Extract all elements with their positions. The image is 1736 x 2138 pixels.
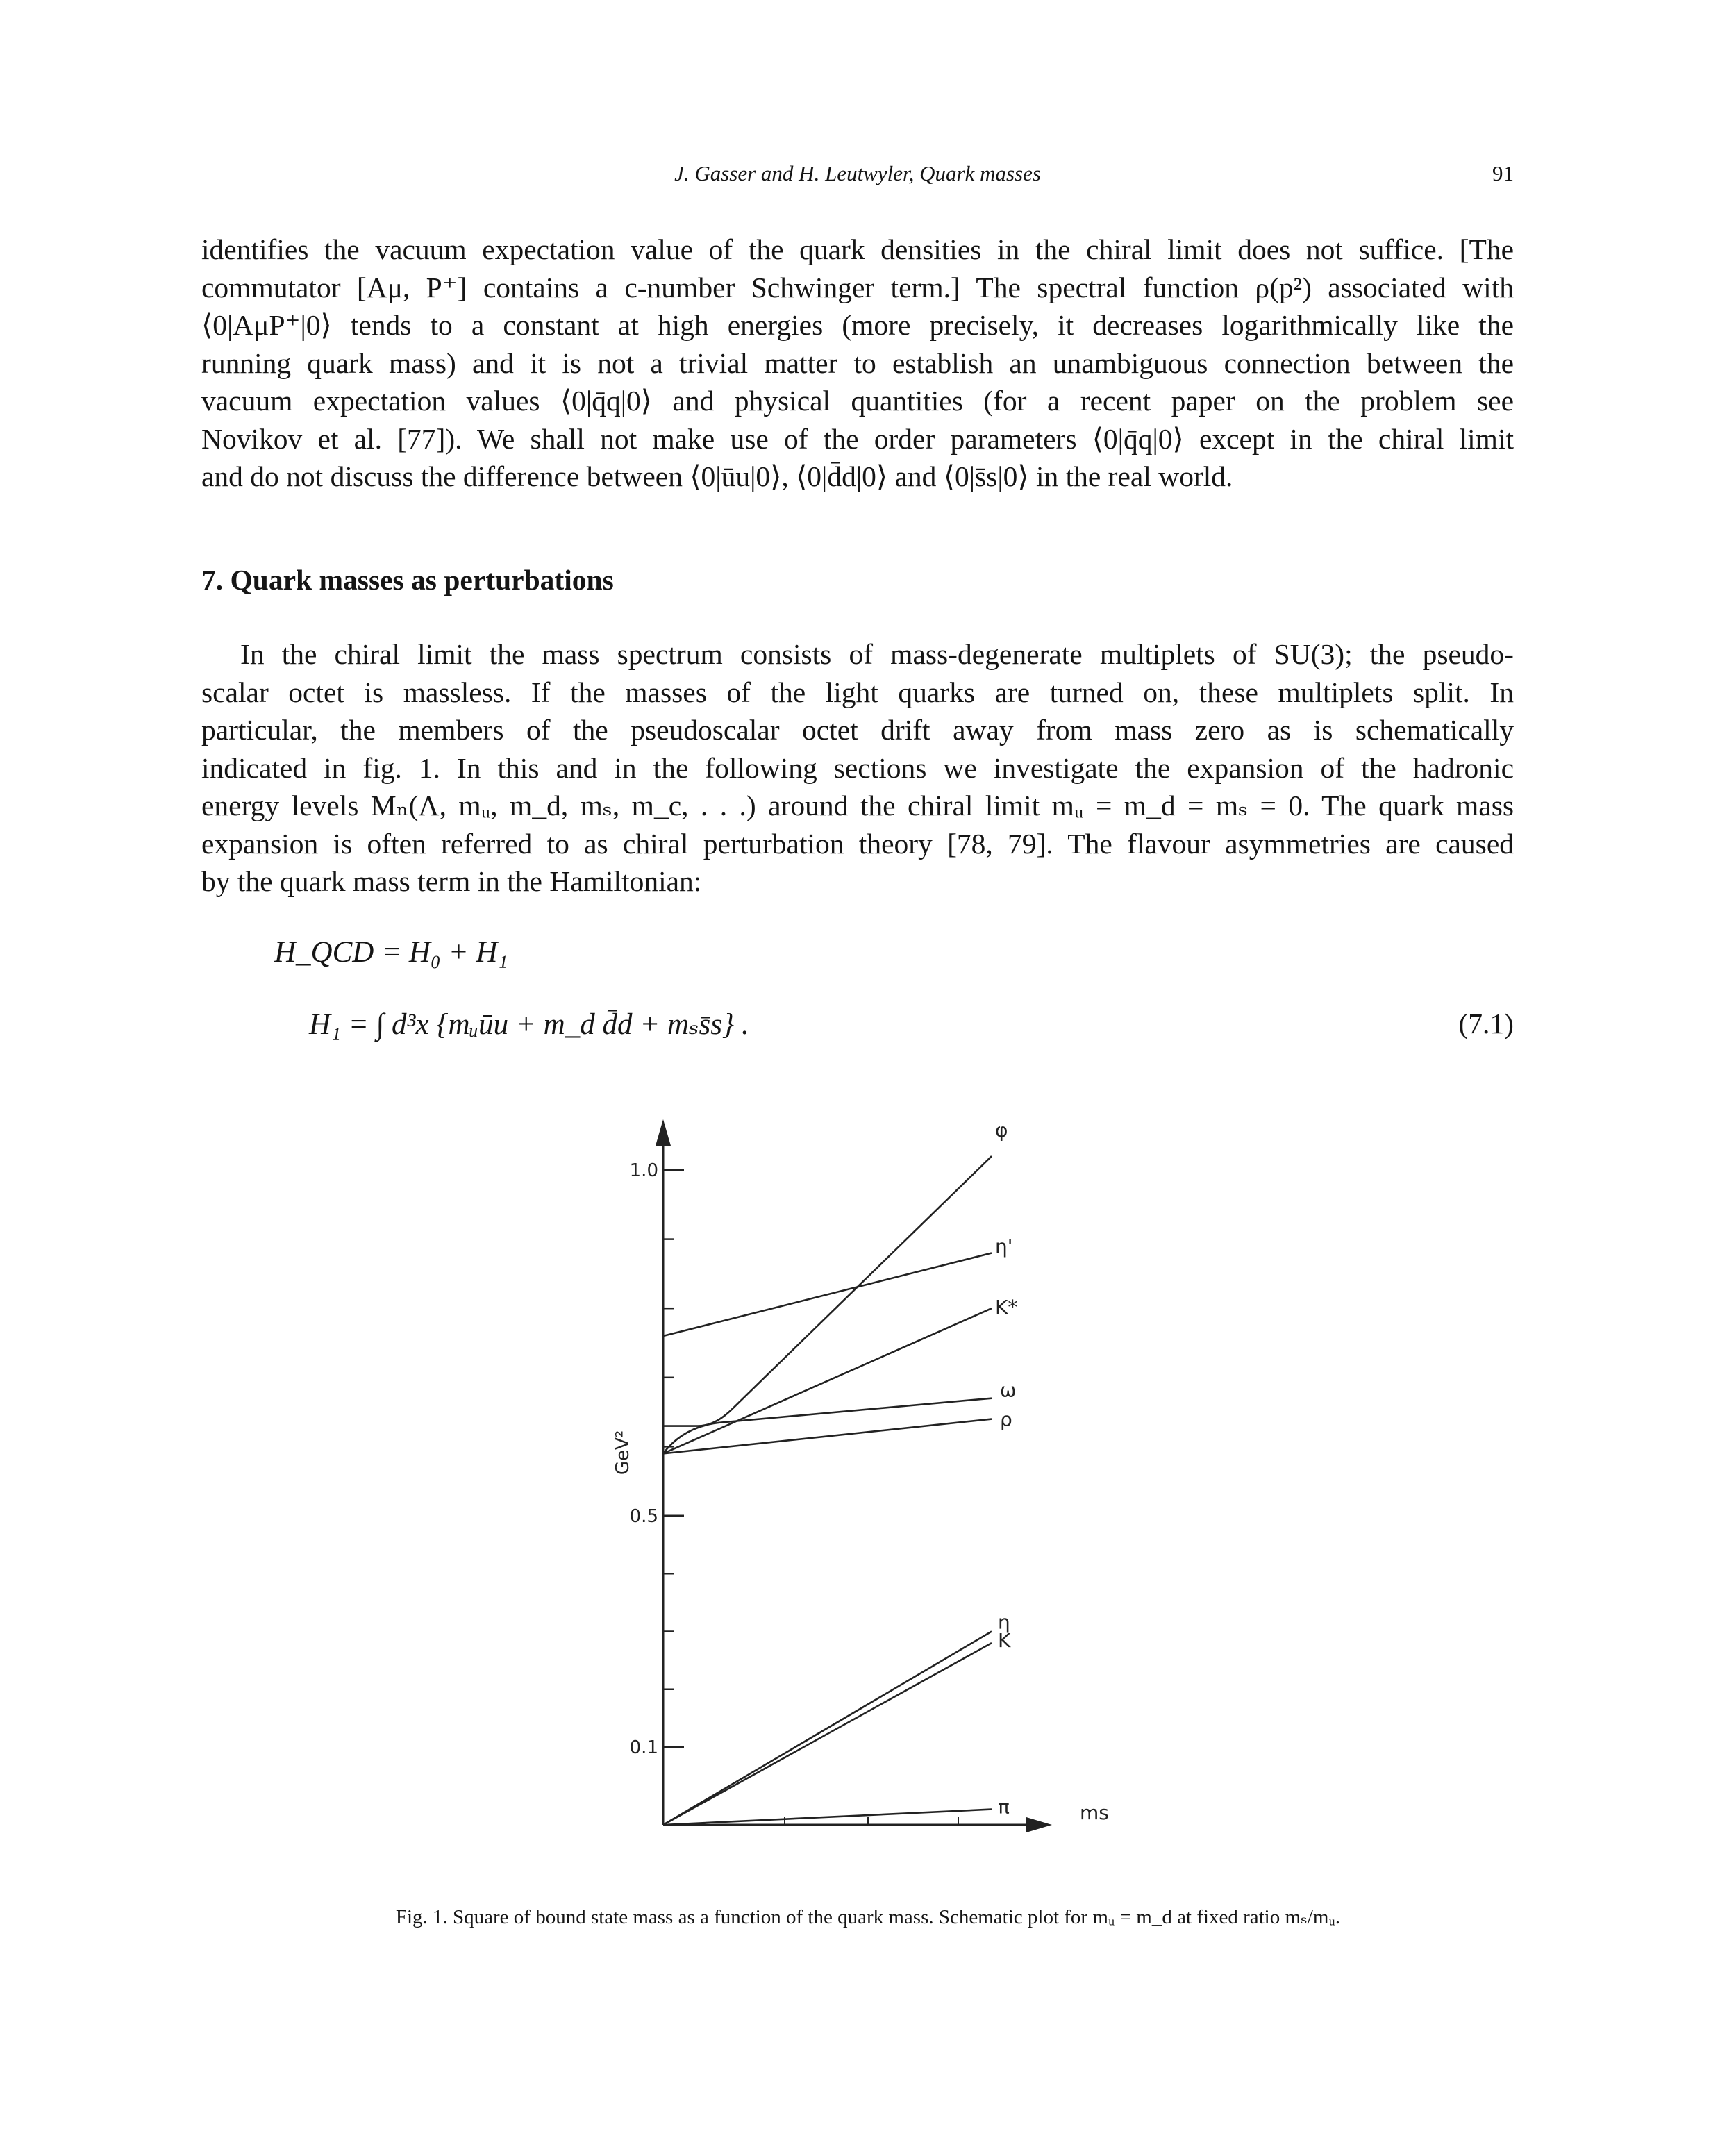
y-axis-arrow	[656, 1119, 671, 1146]
series-line	[663, 1398, 992, 1454]
series-label: ρ	[1000, 1408, 1012, 1431]
running-head: J. Gasser and H. Leutwyler, Quark masses	[674, 161, 1041, 185]
equation-number: (7.1)	[1458, 1008, 1514, 1039]
series-line	[663, 1308, 992, 1453]
series-line	[663, 1156, 992, 1426]
equation-line-1: H_QCD = H₀ + H₁	[274, 936, 508, 969]
page-number: 91	[1492, 161, 1514, 185]
x-axis-arrow	[1026, 1817, 1052, 1832]
paragraph-1-line: and do not discuss the difference between ⟨0|ūu|0⟩, ⟨0|d̄d|0⟩ and ⟨0|s̄s|0⟩ in the real world.	[201, 460, 1233, 492]
series-line	[663, 1643, 992, 1825]
series-label: η	[998, 1610, 1010, 1634]
paragraph-1-line: vacuum expectation values ⟨0|q̄q|0⟩ and physical quantities (for a recent paper on the problem see	[201, 385, 1514, 417]
paragraph-2-line: expansion is often referred to as chiral perturbation theory [78, 79]. The flavour asymmetries are caused	[201, 827, 1514, 860]
series-label: π	[998, 1795, 1010, 1819]
x-axis-label: ms	[1080, 1801, 1109, 1824]
series-line	[663, 1632, 992, 1826]
series-line	[663, 1810, 992, 1825]
paragraph-2-line: by the quark mass term in the Hamiltonian:	[201, 865, 702, 897]
paragraph-2-line: scalar octet is massless. If the masses of the light quarks are turned on, these multiplets split. In	[201, 676, 1514, 708]
paragraph-2-line: indicated in fig. 1. In this and in the following sections we investigate the expansion of the hadronic	[201, 751, 1514, 784]
series-label: φ	[995, 1119, 1008, 1142]
figure-caption: Fig. 1. Square of bound state mass as a function of the quark mass. Schematic plot for mᵤ = m_d at fixed ratio mₛ/mᵤ.	[395, 1906, 1341, 1928]
series-label: ω	[1000, 1378, 1017, 1402]
section-heading: 7. Quark masses as perturbations	[201, 564, 614, 596]
series-label: η'	[995, 1235, 1013, 1258]
series-label: K*	[995, 1296, 1018, 1319]
paragraph-2-line: energy levels Mₙ(Λ, mᵤ, m_d, mₛ, m_c, . . .) around the chiral limit mᵤ = m_d = mₛ = 0. The quark mass	[201, 790, 1514, 821]
paragraph-2-line: In the chiral limit the mass spectrum consists of mass-degenerate multiplets of SU(3); the pseudo-	[240, 638, 1514, 670]
y-tick-label: 0.1	[629, 1737, 658, 1758]
y-tick-label: 0.5	[629, 1506, 658, 1527]
y-tick-label: 1.0	[629, 1160, 658, 1181]
paragraph-2-line: particular, the members of the pseudoscalar octet drift away from mass zero as is schematically	[201, 714, 1514, 746]
equation-line-2: H₁ = ∫ d³x {mᵤūu + m_d d̄d + mₛs̄s} .	[309, 1008, 749, 1041]
paragraph-1-line: ⟨0|AμP⁺|0⟩ tends to a constant at high energies (more precisely, it decreases logarithmically like the	[201, 309, 1514, 341]
paragraph-1-line: running quark mass) and it is not a trivial matter to establish an unambiguous connection between the	[201, 346, 1514, 379]
paragraph-1-line: commutator [Aμ, P⁺] contains a c-number Schwinger term.] The spectral function ρ(p²) associated with	[201, 271, 1514, 303]
series-label: K	[998, 1629, 1011, 1653]
paragraph-1-line: Novikov et al. [77]). We shall not make use of the order parameters ⟨0|q̄q|0⟩ except in the chiral limit	[201, 422, 1514, 455]
y-axis-label: GeV²	[612, 1430, 633, 1476]
paragraph-1-line: identifies the vacuum expectation value of the quark densities in the chiral limit does not suffice. [The	[201, 233, 1514, 265]
series-line	[663, 1253, 992, 1337]
